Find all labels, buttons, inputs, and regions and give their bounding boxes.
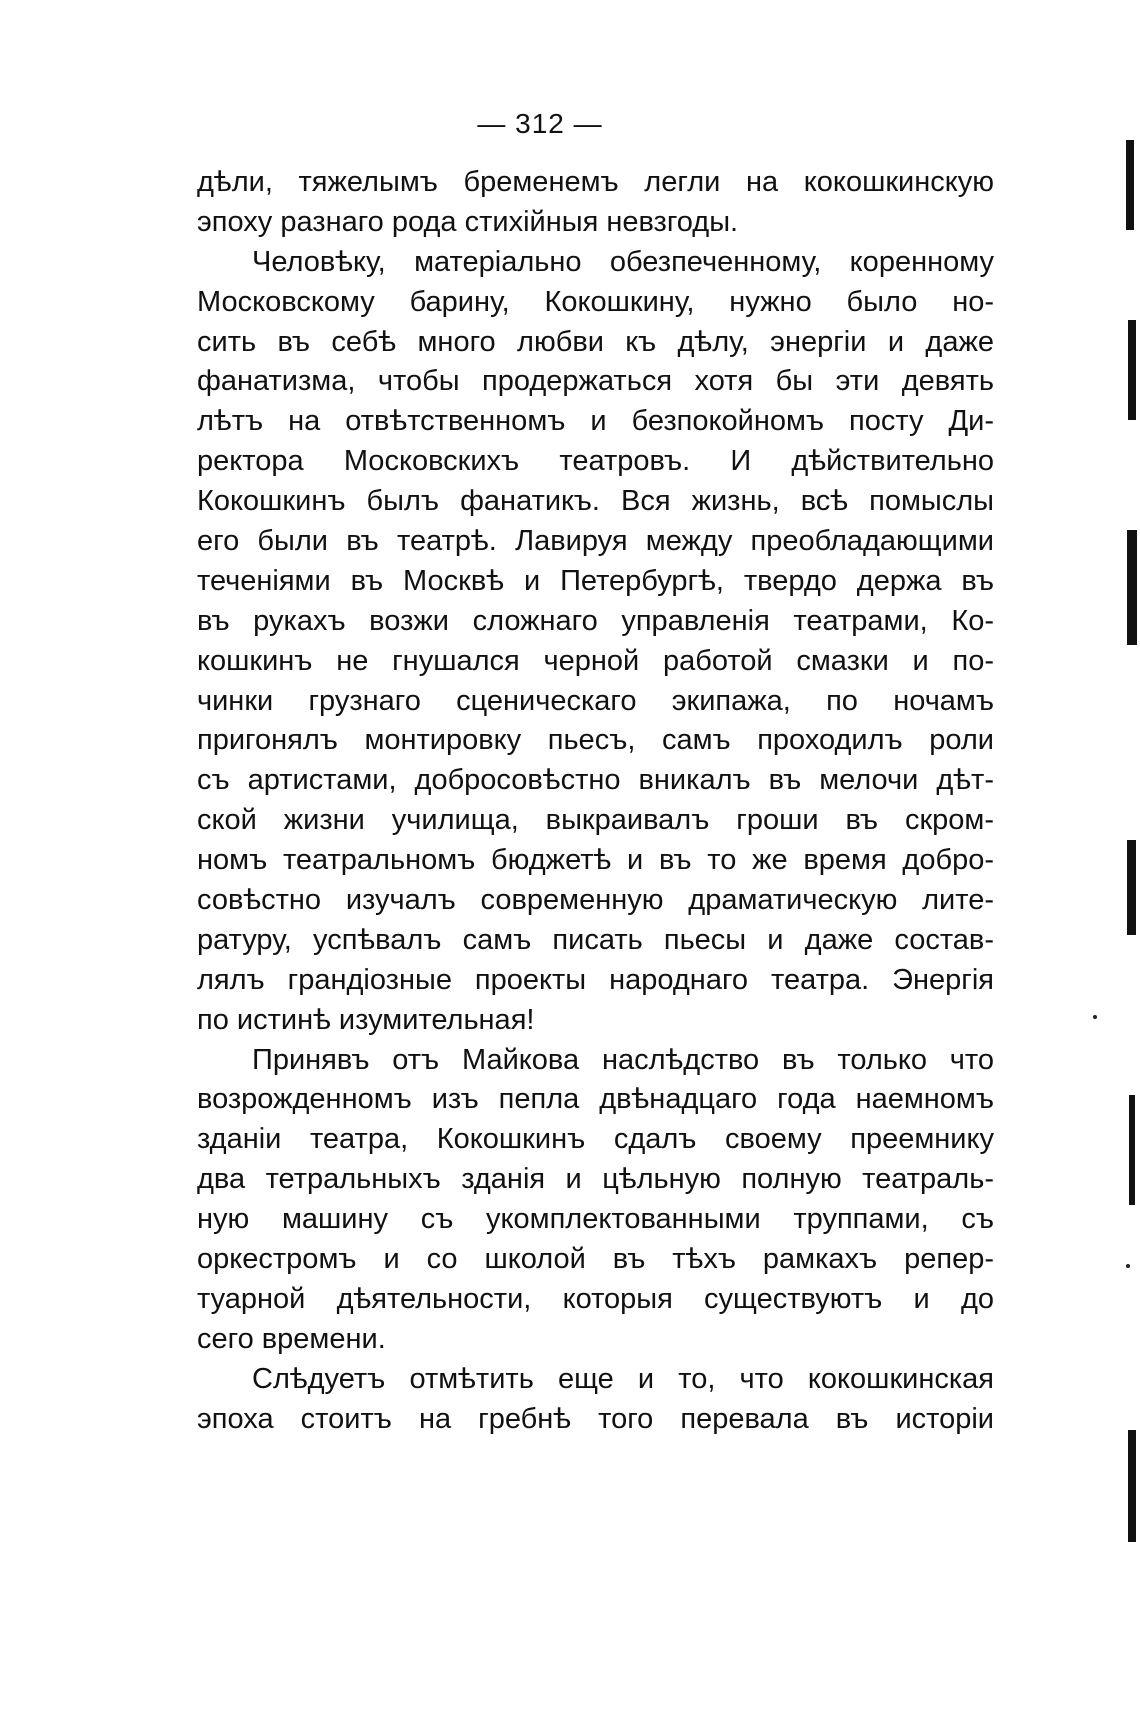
text-line: туарной дѣятельности, которыя существуютъ и до <box>197 1282 994 1315</box>
text-line: два тетральныхъ зданія и цѣльную полную театраль- <box>197 1163 994 1196</box>
text-line: по истинѣ изумительная! <box>197 1003 535 1036</box>
scan-edge-mark <box>1127 530 1137 645</box>
text-line: его были въ театрѣ. Лавируя между преобладающими <box>197 525 994 558</box>
text-line: ную машину съ укомплектованными труппами, съ <box>197 1203 994 1236</box>
text-line: фанатизма, чтобы продержаться хотя бы эти девять <box>197 365 994 398</box>
text-line: эпоха стоитъ на гребнѣ того перевала въ исторіи <box>197 1402 994 1435</box>
scan-edge-mark <box>1126 140 1134 230</box>
text-line: совѣстно изучалъ современную драматическую лите- <box>197 884 994 917</box>
text-line: ректора Московскихъ театровъ. И дѣйствительно <box>197 445 994 478</box>
text-line: Человѣку, матеріально обезпеченному, коренному <box>252 245 994 278</box>
text-line: съ артистами, добросовѣстно вникалъ въ мелочи дѣт- <box>197 764 994 797</box>
text-line: дѣли, тяжелымъ бременемъ легли на кокошкинскую <box>197 166 994 198</box>
text-line: эпоху разнаго рода стихійныя невзгоды. <box>197 205 739 238</box>
text-line: лялъ грандіозные проекты народнаго театра. Энергія <box>197 963 994 996</box>
text-line: въ рукахъ возжи сложнаго управленія театрами, Ко- <box>197 604 994 637</box>
text-line: пригонялъ монтировку пьесъ, самъ проходилъ роли <box>197 724 994 757</box>
text-line: номъ театральномъ бюджетѣ и въ то же время добро- <box>197 844 994 877</box>
scan-edge-mark <box>1128 320 1136 420</box>
text-line: зданіи театра, Кокошкинъ сдалъ своему преемнику <box>197 1123 994 1156</box>
text-line: кошкинъ не гнушался черной работой смазки и по- <box>197 644 994 677</box>
text-line: Московскому барину, Кокошкину, нужно было но- <box>197 285 994 318</box>
text-line: ратуру, успѣвалъ самъ писать пьесы и даже состав- <box>197 923 994 956</box>
text-line: Кокошкинъ былъ фанатикъ. Вся жизнь, всѣ помыслы <box>197 485 994 518</box>
text-line: чинки грузнаго сценическаго экипажа, по ночамъ <box>197 684 994 717</box>
text-line: Принявъ отъ Майкова наслѣдство въ только что <box>252 1043 994 1076</box>
text-line: ской жизни училища, выкраивалъ гроши въ скром- <box>197 804 994 837</box>
scan-edge-mark <box>1127 840 1136 935</box>
text-line: теченіями въ Москвѣ и Петербургѣ, твердо держа въ <box>197 564 994 597</box>
text-line: сего времени. <box>197 1322 386 1355</box>
text-line: оркестромъ и со школой въ тѣхъ рамкахъ репер- <box>197 1243 994 1276</box>
text-line: сить въ себѣ много любви къ дѣлу, энергіи и даже <box>197 325 994 358</box>
text-line: лѣтъ на отвѣтственномъ и безпокойномъ посту Ди- <box>197 405 994 438</box>
page-number: — 312 — <box>477 108 603 139</box>
body-text <box>197 163 994 1440</box>
scan-speck <box>1126 1264 1130 1268</box>
text-line: Слѣдуетъ отмѣтить еще и то, что кокошкинская <box>252 1362 994 1395</box>
scan-edge-mark <box>1129 1095 1135 1205</box>
scan-edge-mark <box>1128 1430 1136 1542</box>
scan-speck <box>1093 1015 1097 1019</box>
text-line: возрожденномъ изъ пепла двѣнадцаго года наемномъ <box>197 1083 994 1116</box>
